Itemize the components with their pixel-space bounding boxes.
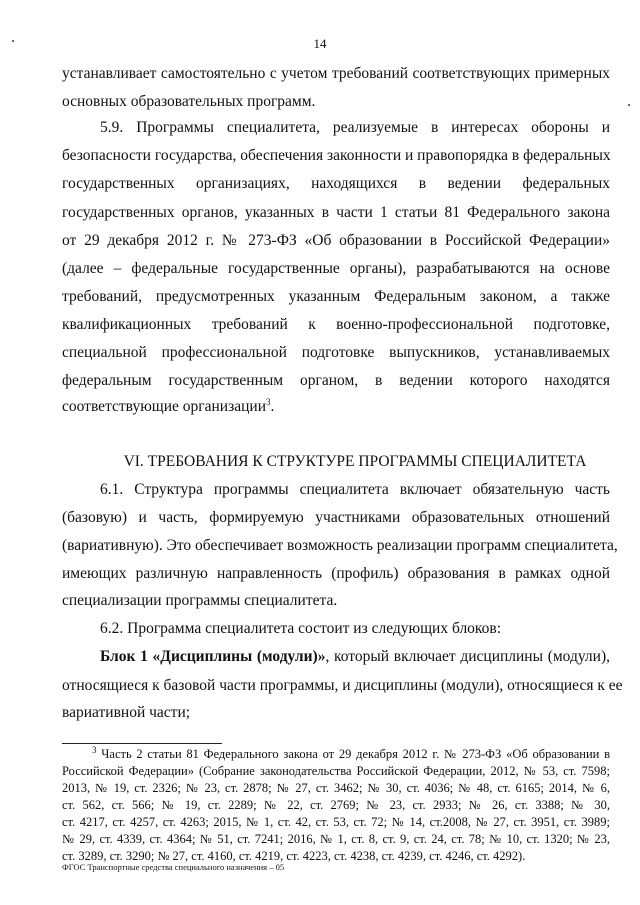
body-line: государственных организациях, находящихся в ведении федеральных [62, 175, 610, 192]
body-line: (вариативную). Это обеспечивает возможность реализации программ специалитета, [62, 537, 618, 554]
body-line: 6.2. Программа специалитета состоит из следующих блоков: [100, 620, 502, 637]
body-line: относящиеся к базовой части программы, и дисциплины (модули), относящиеся к ее [62, 677, 623, 694]
footnote-line: 2013, № 19, ст. 2326; № 23, ст. 2878; № 27, ст. 3462; № 30, ст. 4036; № 48, ст. 6165; 2014, № 6, [62, 781, 610, 795]
scan-speck [628, 104, 630, 106]
body-line: специальной профессиональной подготовке выпускников, устанавливаемых [62, 344, 610, 361]
body-line: безопасности государства, обеспечения законности и правопорядка в федеральных [62, 147, 611, 164]
body-line: имеющих различную направленность (профиль) образования в рамках одной [62, 565, 610, 582]
footnote-line [92, 746, 610, 763]
body-line: специализации программы специалитета. [62, 592, 338, 609]
body-text: , который включает дисциплины (модули), [325, 648, 610, 665]
footnote-text: Часть 2 статьи 81 Федерального закона от 29 декабря 2012 г. № 273-ФЗ «Об образовании в [101, 747, 610, 761]
body-line: 6.1. Структура программы специалитета включает обязательную часть [100, 481, 610, 498]
footnote-marker: 3 [92, 744, 97, 755]
body-line: основных образовательных программ. [62, 93, 316, 110]
body-line: вариативной части; [62, 704, 191, 721]
footnote-line: № 29, ст. 4339, ст. 4364; № 51, ст. 7241; 2016, № 1, ст. 8, ст. 9, ст. 24, ст. 78; № 10, ст. 1320; № 23, [62, 832, 610, 846]
body-line: (далее – федеральные государственные органы), разрабатываются на основе [62, 260, 610, 277]
footnote-line: Российской Федерации» (Собрание законодательства Российской Федерации, 2012, № 53, ст. 7598; [62, 764, 610, 778]
body-line: федеральным государственным органом, в ведении которого находятся [62, 372, 610, 389]
body-line: (базовую) и часть, формируемую участниками образовательных отношений [62, 509, 610, 526]
footnote-line: ст. 3289, ст. 3290; № 27, ст. 4160, ст. 4219, ст. 4223, ст. 4238, ст. 4239, ст. 4246, ст. 4292). [62, 849, 526, 863]
footnote-line: ст. 4217, ст. 4257, ст. 4263; 2015, № 1, ст. 42, ст. 53, ст. 72; № 14, ст.2008, № 27, ст. 3951, ст. 3989; [62, 815, 610, 829]
body-line: от 29 декабря 2012 г. № 273-ФЗ «Об образовании в Российской Федерации» [62, 232, 610, 249]
body-line: соответствующие организации$^3$. [62, 396, 275, 415]
body-line: требований, предусмотренных указанным Федеральным законом, а также [62, 288, 610, 305]
page-number: 14 [313, 36, 327, 51]
body-line: государственных органов, указанных в части 1 статьи 81 Федерального закона [62, 204, 610, 221]
page-footer: ФГОС Транспортные средства специального назначения – 05 [62, 862, 285, 872]
section-heading: VI. ТРЕБОВАНИЯ К СТРУКТУРЕ ПРОГРАММЫ СПЕЦИАЛИТЕТА [123, 453, 587, 470]
footnote-ref: 3 [266, 396, 271, 407]
body-line: квалификационных требований к военно-профессиональной подготовке, [62, 316, 610, 333]
footnote-line: ст. 562, ст. 566; № 19, ст. 2289; № 22, ст. 2769; № 23, ст. 2933; № 26, ст. 3388; № 30, [62, 798, 610, 812]
block-title: Блок 1 «Дисциплины (модули)» [100, 648, 326, 665]
body-line: 5.9. Программы специалитета, реализуемые в интересах обороны и [100, 119, 610, 136]
body-text: соответствующие организации [62, 398, 266, 415]
footnote-separator [62, 743, 222, 744]
body-line: устанавливает самостоятельно с учетом требований соответствующих примерных [62, 65, 610, 82]
body-line [100, 647, 610, 667]
